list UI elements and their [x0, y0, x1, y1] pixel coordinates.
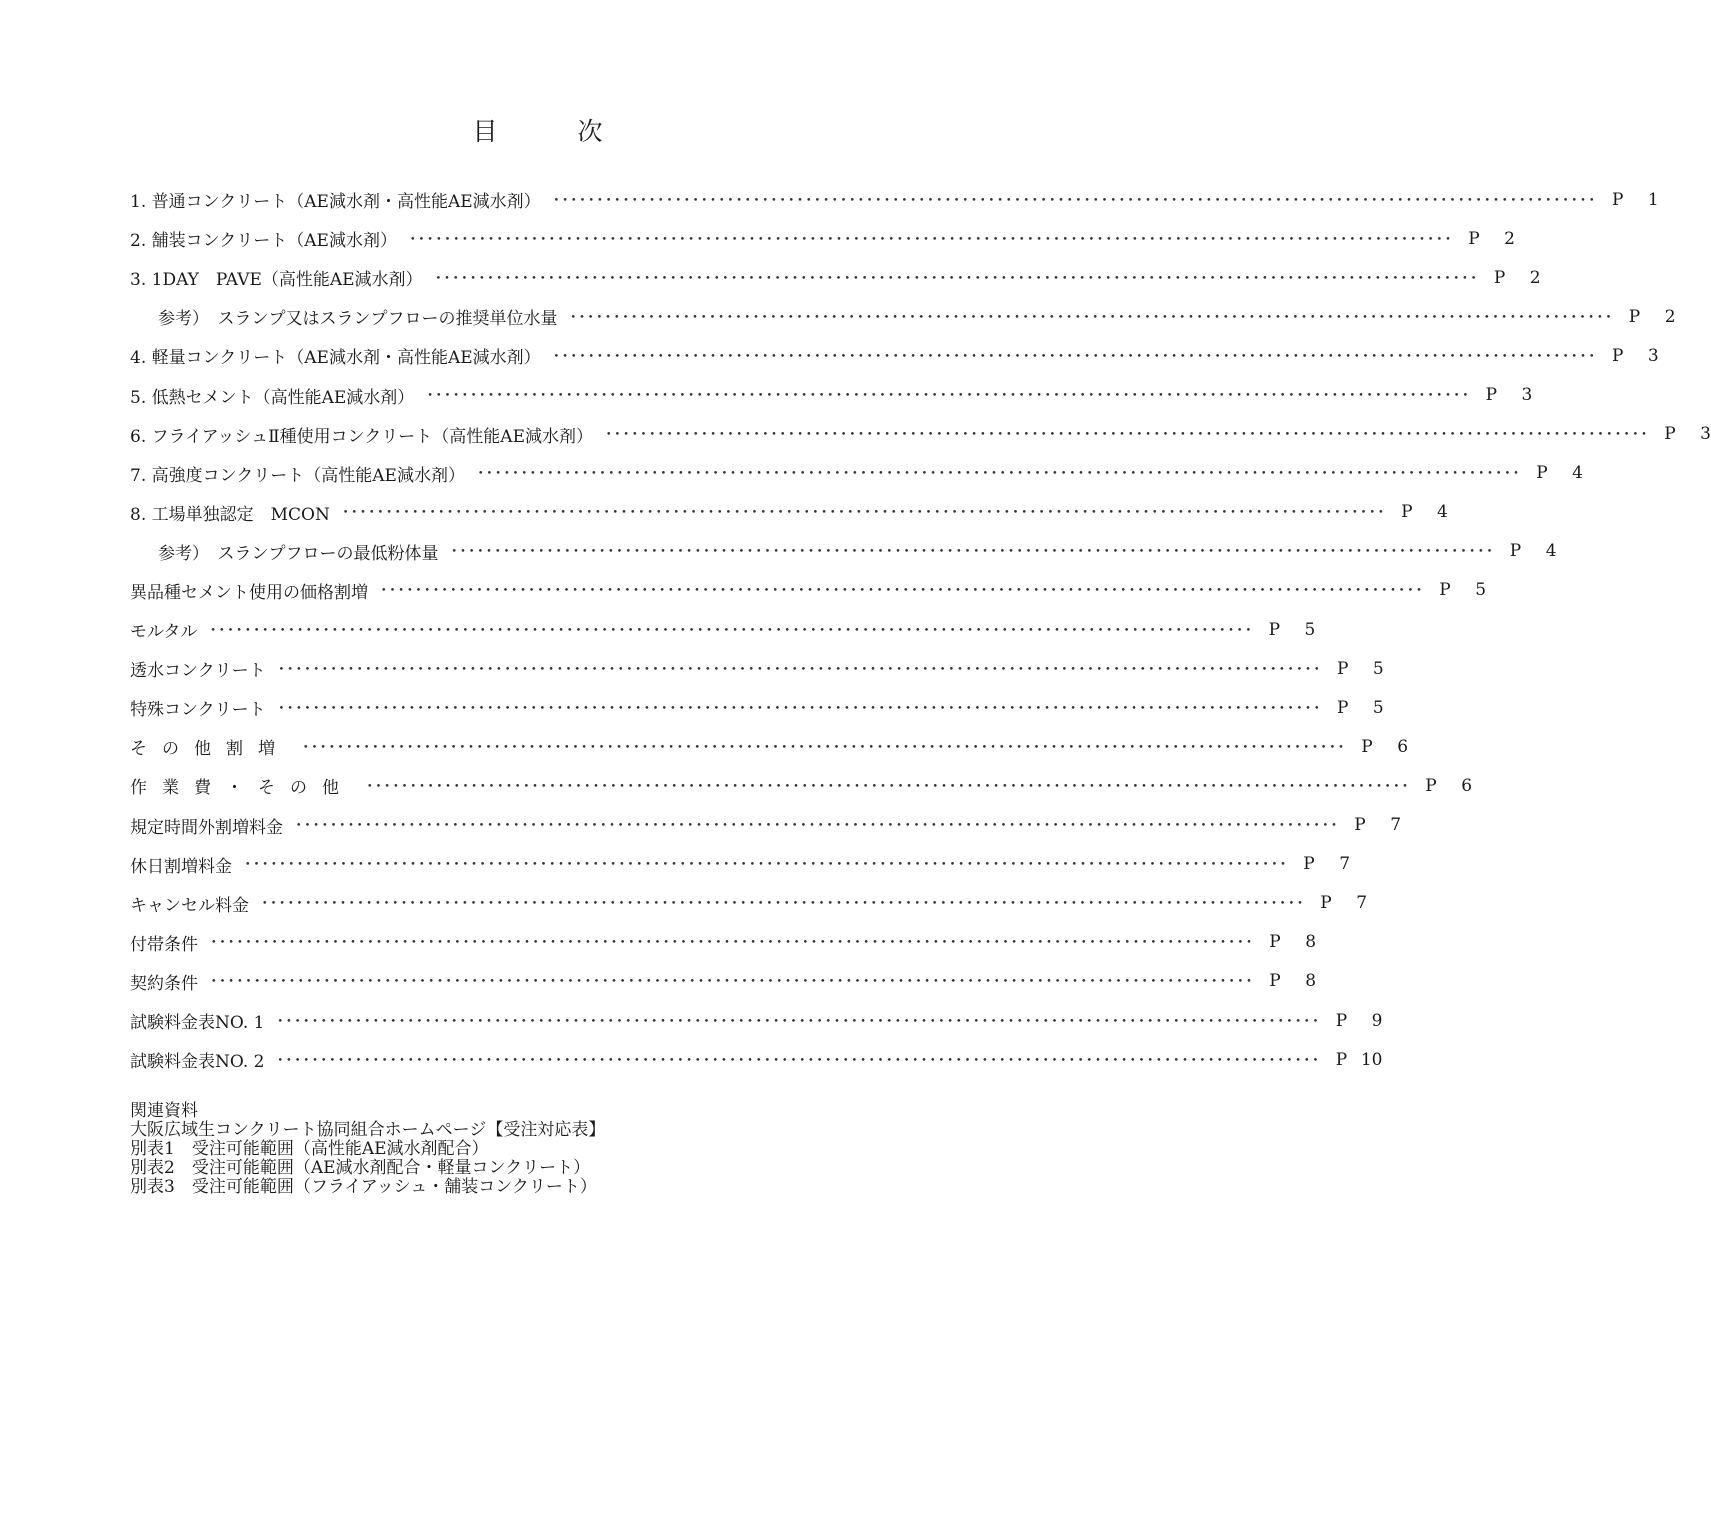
related-item: 大阪広域生コンクリート協同組合ホームページ【受注対応表】	[130, 1120, 606, 1140]
toc-page-number: 6	[1397, 736, 1409, 757]
related-materials	[130, 1102, 605, 1197]
toc-page-prefix: P	[1401, 502, 1413, 523]
toc-leader-dots: ････････････････････････････････････････････････････････････････････････････････････････････････････････････････････････	[604, 425, 1649, 444]
toc-page-prefix: P	[1425, 775, 1437, 796]
related-item: 別表2 受注可能範囲（AE減水剤配合・軽量コンクリート）	[130, 1158, 591, 1178]
toc-label: 透水コンクリート	[130, 656, 278, 681]
page-title	[0, 112, 1075, 148]
toc-label: キャンセル料金	[130, 891, 261, 916]
toc-page-number: 4	[1437, 502, 1448, 523]
toc-label: 参考） スランプフローの最低粉体量	[130, 539, 451, 564]
toc-row	[130, 532, 1557, 571]
toc-row	[130, 415, 1711, 454]
related-heading: 関連資料	[130, 1101, 198, 1121]
toc-row	[130, 1001, 1383, 1040]
toc-label: 8. 工場単独認定 MCON	[130, 500, 342, 525]
toc-leader-dots: ････････････････････････････････････････････････････････････････････････････････････････････････････････････････････････	[277, 659, 1322, 678]
toc-row	[130, 845, 1351, 884]
toc-page-prefix: P	[1354, 815, 1366, 836]
toc-leader-dots: ････････････････････････････････････････････････････････････････････････････････････････････････････････････････････････	[277, 698, 1322, 717]
toc-page-number: 6	[1461, 775, 1473, 796]
toc-page-prefix: P	[1611, 345, 1624, 366]
page-title-right: 次	[577, 117, 603, 146]
toc-row	[130, 884, 1368, 923]
toc-leader-dots: ････････････････････････････････････････････････････････････････････････････････････････････････････････････････････････	[366, 776, 1411, 795]
toc-page-number: 8	[1305, 932, 1317, 953]
toc-row	[130, 688, 1384, 727]
toc-page-number: 8	[1305, 971, 1317, 992]
toc-page-number: 5	[1372, 697, 1384, 718]
toc-page-prefix: P	[1269, 932, 1281, 953]
toc-label: 異品種セメント使用の価格割増	[130, 578, 380, 603]
toc-leader-dots: ････････････････････････････････････････････････････････････････････････････････････････････････････････････････････････	[552, 346, 1597, 365]
toc-label: 作業費・その他	[130, 773, 366, 798]
toc-page-prefix: P	[1468, 228, 1480, 249]
toc-page-prefix: P	[1320, 893, 1332, 914]
related-item: 別表3 受注可能範囲（フライアッシュ・舗装コンクリート）	[130, 1177, 597, 1197]
toc-leader-dots: ････････････････････････････････････････････････････････････････････････････････････････････････････････････････････････	[569, 307, 1614, 326]
toc-page-number: 5	[1304, 619, 1316, 640]
toc-row	[130, 923, 1317, 962]
toc-page-prefix: P	[1361, 736, 1373, 757]
toc-leader-dots: ････････････････････････････････････････････････････････････････････････････････････････････････････････････････････････	[209, 620, 1254, 639]
toc-label: 6. フライアッシュⅡ種使用コンクリート（高性能AE減水剤）	[130, 422, 605, 447]
toc-page-number: 5	[1372, 658, 1384, 679]
toc-page-prefix: P	[1664, 424, 1676, 445]
toc-label: 2. 舗装コンクリート（AE減水剤）	[130, 226, 409, 251]
related-item: 別表1 受注可能範囲（高性能AE減水剤配合）	[130, 1139, 489, 1159]
toc-row	[130, 336, 1659, 375]
toc-leader-dots: ････････････････････････････････････････････････････････････････････････････････････････････････････････････････････････	[210, 972, 1255, 991]
toc-page-number: 2	[1529, 267, 1541, 288]
toc-row	[130, 962, 1317, 1001]
toc-leader-dots: ････････････････････････････････････････････････････････････････････････････････････････････････････････････････････････	[476, 464, 1521, 483]
toc-page-number: 1	[1647, 189, 1659, 210]
toc-leader-dots: ････････････････････････････････････････････････････････････････････････････････････････････････････････････････････････	[276, 1011, 1321, 1030]
toc-page-prefix: P	[1485, 385, 1498, 406]
toc-leader-dots: ････････････････････････････････････････････････････････････････････････････････････････････････････････････････････････	[261, 894, 1306, 913]
toc-row	[130, 727, 1409, 766]
toc-page-number: 7	[1339, 854, 1351, 875]
toc-row	[130, 375, 1533, 414]
toc-row	[130, 219, 1515, 258]
toc-row	[130, 1040, 1383, 1079]
toc-page-number: 3	[1521, 385, 1533, 406]
toc-label: 契約条件	[130, 969, 210, 994]
toc-page-prefix: P	[1611, 189, 1624, 210]
toc-label: 規定時間外割増料金	[130, 813, 295, 838]
toc-page-prefix: P	[1335, 1010, 1348, 1031]
toc-page-number: 3	[1700, 424, 1711, 445]
toc-page-prefix: P	[1303, 854, 1315, 875]
toc-row	[130, 493, 1448, 532]
toc-page-prefix: P	[1269, 971, 1281, 992]
page-title-left: 目	[472, 117, 498, 146]
toc-leader-dots: ････････････････････････････････････････････････････････････････････････････････････････････････････････････････････････	[244, 855, 1289, 874]
toc-page-number: 10	[1360, 1049, 1383, 1070]
toc-page-number: 4	[1545, 541, 1557, 562]
toc-page-number: 5	[1475, 580, 1487, 601]
toc-leader-dots: ････････････････････････････････････････････････････････････････････････････････････････････････････････････････････････	[450, 542, 1495, 561]
toc-row	[130, 610, 1316, 649]
toc-label: 5. 低熱セメント（高性能AE減水剤）	[130, 383, 426, 408]
toc-page-number: 9	[1371, 1010, 1383, 1031]
toc-label: 試験料金表NO. 2	[130, 1047, 276, 1072]
toc-row	[130, 258, 1541, 297]
toc-label: 4. 軽量コンクリート（AE減水剤・高性能AE減水剤）	[130, 343, 553, 368]
toc-row	[130, 649, 1384, 688]
toc-row	[130, 806, 1402, 845]
toc-page-prefix: P	[1536, 463, 1548, 484]
toc-page-prefix: P	[1493, 267, 1506, 288]
toc-page-prefix: P	[1509, 541, 1522, 562]
toc-leader-dots: ････････････････････････････････････････････････････････････････････････････････････････････････････････････････････････	[302, 737, 1347, 756]
toc-row	[130, 571, 1487, 610]
toc-page-prefix: P	[1336, 658, 1349, 679]
toc-label: モルタル	[130, 617, 209, 642]
toc-page-number: 4	[1572, 463, 1583, 484]
toc-leader-dots: ････････････････････････････････････････････････････････････････････････････････････････････････････････････････････････	[295, 816, 1340, 835]
toc-page-prefix: P	[1439, 580, 1451, 601]
toc-leader-dots: ････････････････････････････････････････････････････････････････････････････････････････････････････････････････････････	[276, 1050, 1321, 1069]
toc-page-number: 2	[1664, 306, 1676, 327]
toc-leader-dots: ････････････････････････････････････････････････････････････････････････････････････････････････････････････････････････	[380, 581, 1425, 600]
toc-leader-dots: ････････････････････････････････････････････････････････････････････････････････････････････････････････････････････････	[341, 503, 1386, 522]
toc-label: 付帯条件	[130, 930, 210, 955]
toc-row	[130, 454, 1583, 493]
toc-label: 特殊コンクリート	[130, 695, 278, 720]
table-of-contents	[130, 180, 1711, 1079]
toc-leader-dots: ････････････････････････････････････････････････････････････････････････････････････････････････････････････････････････	[552, 190, 1597, 209]
toc-page-prefix: P	[1336, 697, 1349, 718]
toc-row	[130, 766, 1473, 805]
toc-leader-dots: ････････････････････････････････････････････････････････････････････････････････････････････････････････････････････････	[434, 268, 1479, 287]
toc-leader-dots: ････････････････････････････････････････････････････････････････････････････････････････････････････････････････････････	[408, 229, 1453, 248]
toc-page-number: 3	[1647, 345, 1659, 366]
toc-label: 7. 高強度コンクリート（高性能AE減水剤）	[130, 461, 477, 486]
toc-page-prefix: P	[1335, 1049, 1348, 1070]
toc-leader-dots: ････････････････････････････････････････････････････････････････････････････････････････････････････････････････････････	[426, 386, 1471, 405]
toc-row	[130, 297, 1676, 336]
toc-page-prefix: P	[1268, 619, 1281, 640]
toc-page-number: 7	[1390, 815, 1402, 836]
toc-page-prefix: P	[1628, 306, 1641, 327]
toc-label: 1. 普通コンクリート（AE減水剤・高性能AE減水剤）	[130, 187, 553, 212]
toc-label: 3. 1DAY PAVE（高性能AE減水剤）	[130, 265, 435, 290]
toc-label: 休日割増料金	[130, 852, 244, 877]
toc-label: その他割増	[130, 734, 302, 759]
toc-page-number: 7	[1356, 893, 1368, 914]
toc-row	[130, 180, 1659, 219]
toc-label: 試験料金表NO. 1	[130, 1008, 276, 1033]
toc-label: 参考） スランプ又はスランプフローの推奨単位水量	[130, 304, 570, 329]
toc-page-number: 2	[1504, 228, 1515, 249]
toc-leader-dots: ････････････････････････････････････････････････････････････････････････････････････････････････････････････････････････	[210, 933, 1255, 952]
